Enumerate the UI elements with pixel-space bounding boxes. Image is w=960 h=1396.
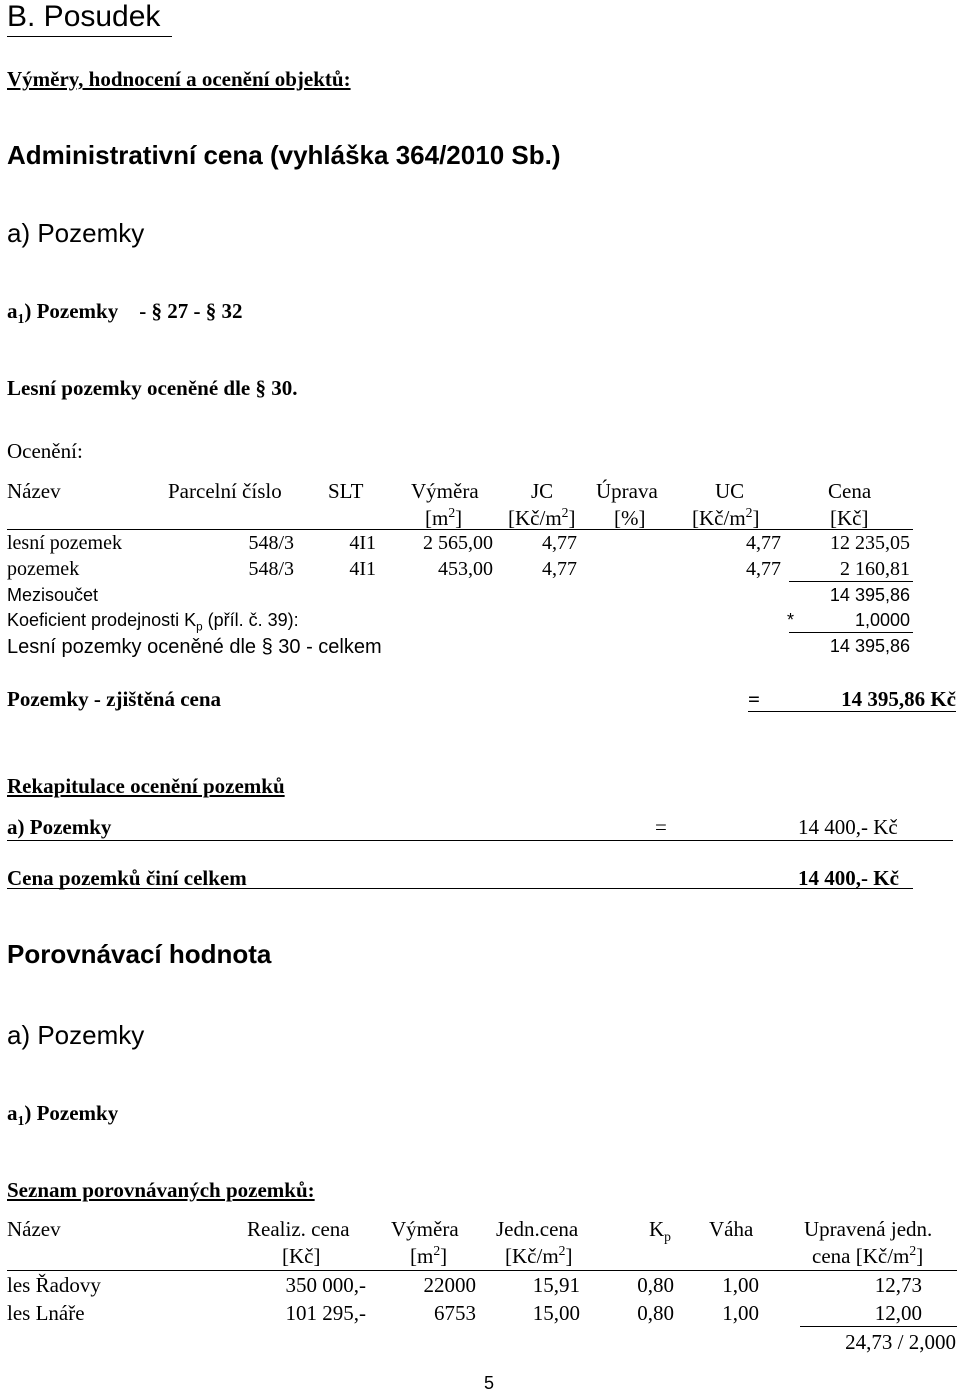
t1-row2-jc: 4,77 [542, 558, 577, 580]
t2-header-vaha: Váha [709, 1217, 754, 1241]
section-a-pozemky: a) Pozemky [7, 218, 145, 248]
t2-header-rule [7, 1270, 957, 1271]
rekap-row-eq: = [655, 815, 667, 839]
lesni-celkem-label: Lesní pozemky oceněné dle § 30 - celkem [7, 636, 382, 658]
t1-row2-cena: 2 160,81 [840, 558, 910, 580]
t2-unit-upravena: cena $[Kč/m^2]$ [812, 1243, 924, 1268]
t2-sum-value: 24,73 / 2,000 [845, 1330, 956, 1354]
zjistena-rule [748, 711, 956, 712]
rekap-total-label: Cena pozemků činí celkem [7, 866, 247, 890]
t2-header-upravena: Upravená jedn. [804, 1217, 933, 1241]
section-a-pozemky-2: a) Pozemky [7, 1020, 145, 1050]
koeficient-value: 1,0000 [854, 610, 910, 630]
t1-header-vymera: Výměra [411, 479, 479, 503]
t1-header-rule [7, 529, 913, 530]
t2-row2-vaha: 1,00 [722, 1301, 759, 1325]
t1-unit-vymera: $[m^2]$ [425, 505, 463, 530]
t2-row1-nazev: les Řadovy [7, 1273, 101, 1297]
t1-row1-jc: 4,77 [542, 532, 577, 554]
oceneni-label: Ocenění: [7, 439, 83, 463]
t1-header-jc: JC [531, 479, 554, 503]
t2-header-kp: $K_p$ [649, 1217, 671, 1245]
t2-header-jedn: Jedn.cena [496, 1217, 579, 1241]
koeficient-star: * [787, 610, 795, 630]
rekap-total-rule [7, 888, 913, 889]
zjistena-value: 14 395,86 Kč [841, 687, 956, 711]
page-heading: B. Posudek [7, 0, 161, 33]
t2-row1-jedn: 15,91 [532, 1273, 580, 1297]
t2-unit-jedn: $[Kč/m^2]$ [505, 1243, 573, 1268]
koeficient-label: Koeficient prodejnosti $K_p$ (příl. č. 39): [7, 610, 299, 634]
t1-row1-cena: 12 235,05 [830, 532, 910, 554]
rekap-total-value: 14 400,- Kč [798, 866, 899, 890]
mezisoucet-value: 14 395,86 [829, 585, 910, 605]
sub-a1-title-2: $a_1$) Pozemky [7, 1101, 119, 1129]
t1-header-nazev: Název [7, 479, 61, 503]
t1-row1-vymera: 2 565,00 [423, 532, 493, 554]
t1-subtotal-rule [789, 581, 913, 582]
t1-row1-uc: 4,77 [746, 532, 781, 554]
mezisoucet-label: Mezisoučet [7, 585, 99, 605]
t1-header-parcela: Parcelní číslo [168, 479, 282, 503]
rekap-row-label: a) Pozemky [7, 815, 112, 839]
t1-header-cena: Cena [828, 479, 872, 503]
t2-unit-realiz: [Kč] [282, 1244, 321, 1268]
lesni-celkem-value: 14 395,86 [829, 636, 910, 656]
intro-title: Výměry, hodnocení a ocenění objektů: [7, 67, 351, 91]
t2-sum-rule [800, 1326, 957, 1327]
t1-row2-nazev: pozemek [7, 558, 80, 580]
t1-row2-vymera: 453,00 [438, 558, 493, 580]
t1-header-slt: SLT [328, 479, 364, 503]
heading-underline [7, 36, 172, 37]
zjistena-label: Pozemky - zjištěná cena [7, 687, 222, 711]
rekap-row-rule [7, 840, 953, 841]
t1-row2-parcela: 548/3 [248, 558, 294, 580]
t2-row1-vaha: 1,00 [722, 1273, 759, 1297]
t1-header-uprava: Úprava [596, 479, 658, 503]
t2-row2-kp: 0,80 [637, 1301, 674, 1325]
t1-row2-slt: 4I1 [349, 558, 376, 580]
koeficient-rule [789, 632, 913, 633]
rekap-title: Rekapitulace ocenění pozemků [7, 774, 285, 798]
t2-row2-nazev: les Lnáře [7, 1301, 85, 1325]
t1-row1-parcela: 548/3 [248, 532, 294, 554]
t1-unit-uc: $[Kč/m^2]$ [692, 505, 760, 530]
t2-row2-upravena: 12,00 [874, 1301, 922, 1325]
lesni-title: Lesní pozemky oceněné dle § 30. [7, 376, 298, 400]
t2-row1-realiz: 350 000,- [285, 1273, 366, 1297]
t2-unit-vymera: $[m^2]$ [410, 1243, 448, 1268]
t2-row1-kp: 0,80 [637, 1273, 674, 1297]
admin-title: Administrativní cena (vyhláška 364/2010 Sb.) [7, 140, 561, 170]
t1-row1-nazev: lesní pozemek [7, 532, 122, 554]
sub-a1-title: $a_1$) Pozemky - § 27 - § 32 [7, 299, 243, 327]
porovnavaci-title: Porovnávací hodnota [7, 939, 272, 969]
t1-unit-jc: $[Kč/m^2]$ [508, 505, 576, 530]
t2-row1-vymera: 22000 [423, 1273, 476, 1297]
t2-row2-vymera: 6753 [434, 1301, 476, 1325]
t1-unit-uprava: [%] [614, 506, 646, 530]
t1-unit-cena: [Kč] [830, 506, 869, 530]
t1-row2-uc: 4,77 [746, 558, 781, 580]
t2-header-vymera: Výměra [391, 1217, 459, 1241]
t1-row1-slt: 4I1 [349, 532, 376, 554]
t2-row1-upravena: 12,73 [874, 1273, 922, 1297]
page-number: 5 [484, 1373, 495, 1393]
t2-row2-jedn: 15,00 [532, 1301, 580, 1325]
seznam-title: Seznam porovnávaných pozemků: [7, 1178, 315, 1202]
t1-header-uc: UC [715, 479, 745, 503]
t2-header-realiz: Realiz. cena [247, 1217, 350, 1241]
zjistena-eq: = [748, 687, 760, 711]
rekap-row-value: 14 400,- Kč [798, 815, 898, 839]
t2-header-nazev: Název [7, 1217, 61, 1241]
t2-row2-realiz: 101 295,- [285, 1301, 366, 1325]
